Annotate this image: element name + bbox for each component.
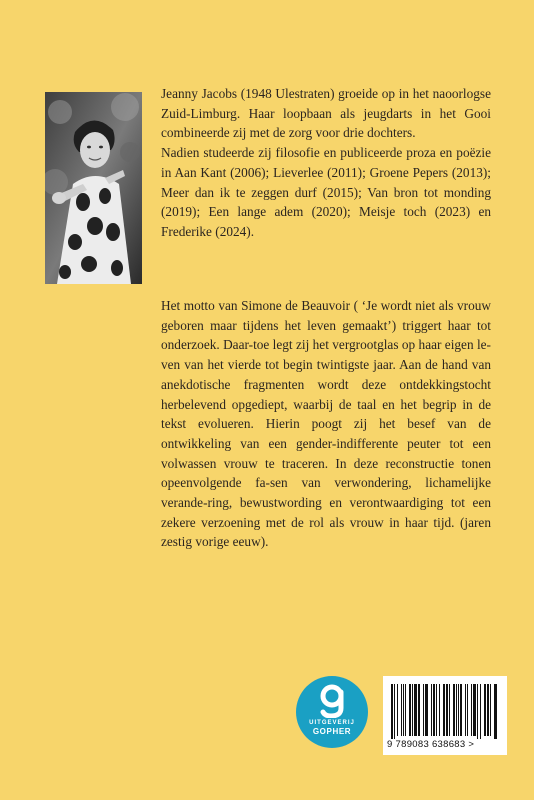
author-bio [161, 84, 491, 242]
publisher-name: GOPHER [312, 727, 352, 736]
publisher-label: UITGEVERIJ [309, 720, 355, 726]
gopher-g-icon [319, 684, 345, 718]
book-blurb: Het motto van Simone de Beauvoir ( ‘Je wordt niet als vrouw geboren maar tijdens het leven gemaakt’) triggert haar tot onderzoek. Daar-toe legt zij het vergrootglas op haar eigen le-ven van het vierde tot begin twintigste jaar. Aan de hand van anekdotische fragmenten wordt deze ontdekkingstocht herbelevend opgediept, waarbij de taal en het begrip in de tekst evolueren. Hierin poogt zij het besef van de ontwikkeling van een gender-indifferente peuter tot een volwassen vrouw te traceren. In deze reconstructie tonen opeenvolgende fa-sen van verwondering, lichamelijke verande-ring, bewustwording en verontwaardiging tot een zekere verzoening met de rol als vrouw in haar tijd. (jaren zestig vorige eeuw). [161, 298, 491, 550]
author-photo [45, 92, 142, 284]
barcode [383, 676, 507, 755]
author-photo-image [45, 92, 142, 284]
author-bio-paragraph-2: Nadien studeerde zij filosofie en publiceerde proza en poëzie in Aan Kant (2006); Lieverlee (2011); Groene Pepers (2013); Meer dan ik te zeggen durf (2015); Van bron tot monding (2019); Een lange adem (2020); Meisje toch (2023) en Frederike (2024). [161, 145, 491, 239]
author-bio-paragraph-1: Jeanny Jacobs (1948 Ulestraten) groeide op in het naoorlogse Zuid-Limburg. Haar loopbaan als jeugdarts in het Gooi combineerde zij met de zorg voor drie dochters. [161, 86, 491, 141]
publisher-logo [296, 676, 368, 748]
barcode-bars [389, 684, 501, 739]
isbn-number: 9 789083 638683 > [387, 739, 475, 750]
